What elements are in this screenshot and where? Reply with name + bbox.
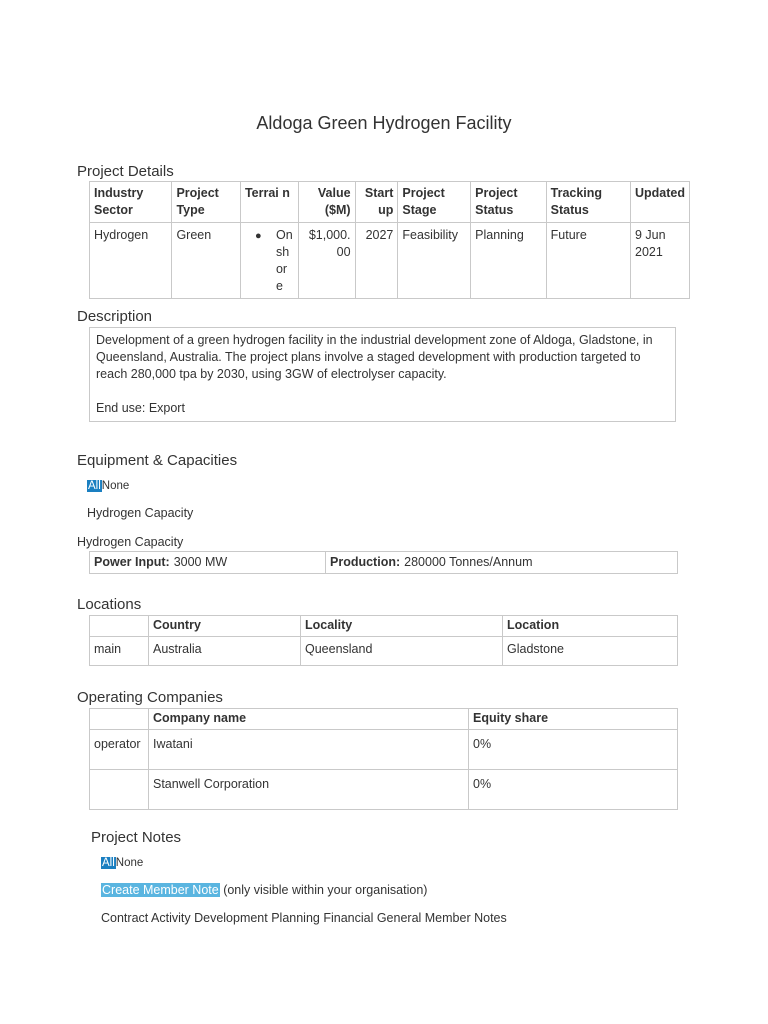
equipment-heading: Equipment & Capacities (77, 452, 238, 469)
project-details-table (89, 181, 690, 299)
value-cell: $1,000.00 (298, 223, 355, 299)
operating-companies-heading: Operating Companies (77, 689, 223, 706)
col-location: Location (503, 616, 678, 637)
terrain-cell (240, 223, 298, 299)
create-member-note-button[interactable]: Create Member Note (102, 883, 219, 897)
create-note-row (101, 883, 427, 897)
company-name-cell: Stanwell Corporation (149, 770, 469, 810)
project-type-cell: Green (172, 223, 241, 299)
col-startup: Start up (355, 182, 398, 223)
startup-cell: 2027 (355, 223, 398, 299)
end-use-text: End use: Export (96, 401, 185, 415)
table-row (90, 730, 678, 770)
production-label: Production: (330, 555, 401, 569)
updated-cell: 9 Jun 2021 (631, 223, 690, 299)
select-all-link[interactable]: All (88, 480, 101, 492)
locations-table (89, 615, 678, 666)
table-row (90, 552, 678, 574)
location-type-cell: main (90, 637, 149, 666)
col-project-stage: Project Stage (398, 182, 471, 223)
power-input-cell (90, 552, 326, 574)
project-details-heading: Project Details (77, 163, 174, 180)
production-value: 280000 Tonnes/Annum (404, 555, 533, 569)
col-company-name: Company name (149, 709, 469, 730)
description-box (89, 327, 676, 422)
power-input-value: 3000 MW (173, 555, 228, 569)
hydrogen-capacity-item[interactable]: Hydrogen Capacity (87, 506, 194, 520)
description-text: Development of a green hydrogen facility in the industrial development zone of Aldoga, Gladstone, in Queensland, Australia. The project plans involve a staged development with production targeted to reach 280,000 tpa by 2030, using 3GW of electrolyser capacity. (96, 333, 653, 381)
select-none-link[interactable]: None (115, 857, 144, 869)
role-cell (90, 770, 149, 810)
col-tracking-status: Tracking Status (546, 182, 630, 223)
select-all-link[interactable]: All (102, 857, 115, 869)
production-cell (326, 552, 678, 574)
page-title: Aldoga Green Hydrogen Facility (256, 113, 512, 133)
notes-toggle (101, 857, 143, 869)
project-stage-cell: Feasibility (398, 223, 471, 299)
equity-share-cell: 0% (469, 770, 678, 810)
table-row (90, 770, 678, 810)
select-none-link[interactable]: None (101, 480, 130, 492)
col-country: Country (149, 616, 301, 637)
bullet-icon: ● (254, 230, 262, 242)
table-header-row (90, 709, 678, 730)
col-locality: Locality (301, 616, 503, 637)
company-name-cell: Iwatani (149, 730, 469, 770)
role-cell: operator (90, 730, 149, 770)
col-blank (90, 616, 149, 637)
col-industry-sector: Industry Sector (90, 182, 172, 223)
location-cell: Gladstone (503, 637, 678, 666)
locations-heading: Locations (77, 596, 142, 613)
col-value: Value ($M) (298, 182, 355, 223)
table-header-row (90, 182, 690, 223)
col-terrain: Terrai n (240, 182, 298, 223)
capacity-table-label: Hydrogen Capacity (77, 535, 184, 549)
table-header-row (90, 616, 678, 637)
terrain-value: Onshore (275, 228, 293, 293)
capacity-table (89, 551, 678, 574)
locality-cell: Queensland (301, 637, 503, 666)
power-input-label: Power Input: (94, 555, 170, 569)
col-project-type: Project Type (172, 182, 241, 223)
col-equity-share: Equity share (469, 709, 678, 730)
table-row (90, 223, 690, 299)
country-cell: Australia (149, 637, 301, 666)
tracking-status-cell: Future (546, 223, 630, 299)
equipment-toggle (87, 480, 129, 492)
col-updated: Updated (631, 182, 690, 223)
project-status-cell: Planning (471, 223, 546, 299)
col-project-status: Project Status (471, 182, 546, 223)
equity-share-cell: 0% (469, 730, 678, 770)
table-row (90, 637, 678, 666)
project-notes-heading: Project Notes (91, 829, 182, 846)
operating-companies-table (89, 708, 678, 810)
industry-sector-cell: Hydrogen (90, 223, 172, 299)
visibility-note: (only visible within your organisation) (219, 883, 428, 897)
note-categories[interactable]: Contract Activity Development Planning Financial General Member Notes (101, 911, 507, 925)
col-blank (90, 709, 149, 730)
description-heading: Description (77, 308, 153, 325)
